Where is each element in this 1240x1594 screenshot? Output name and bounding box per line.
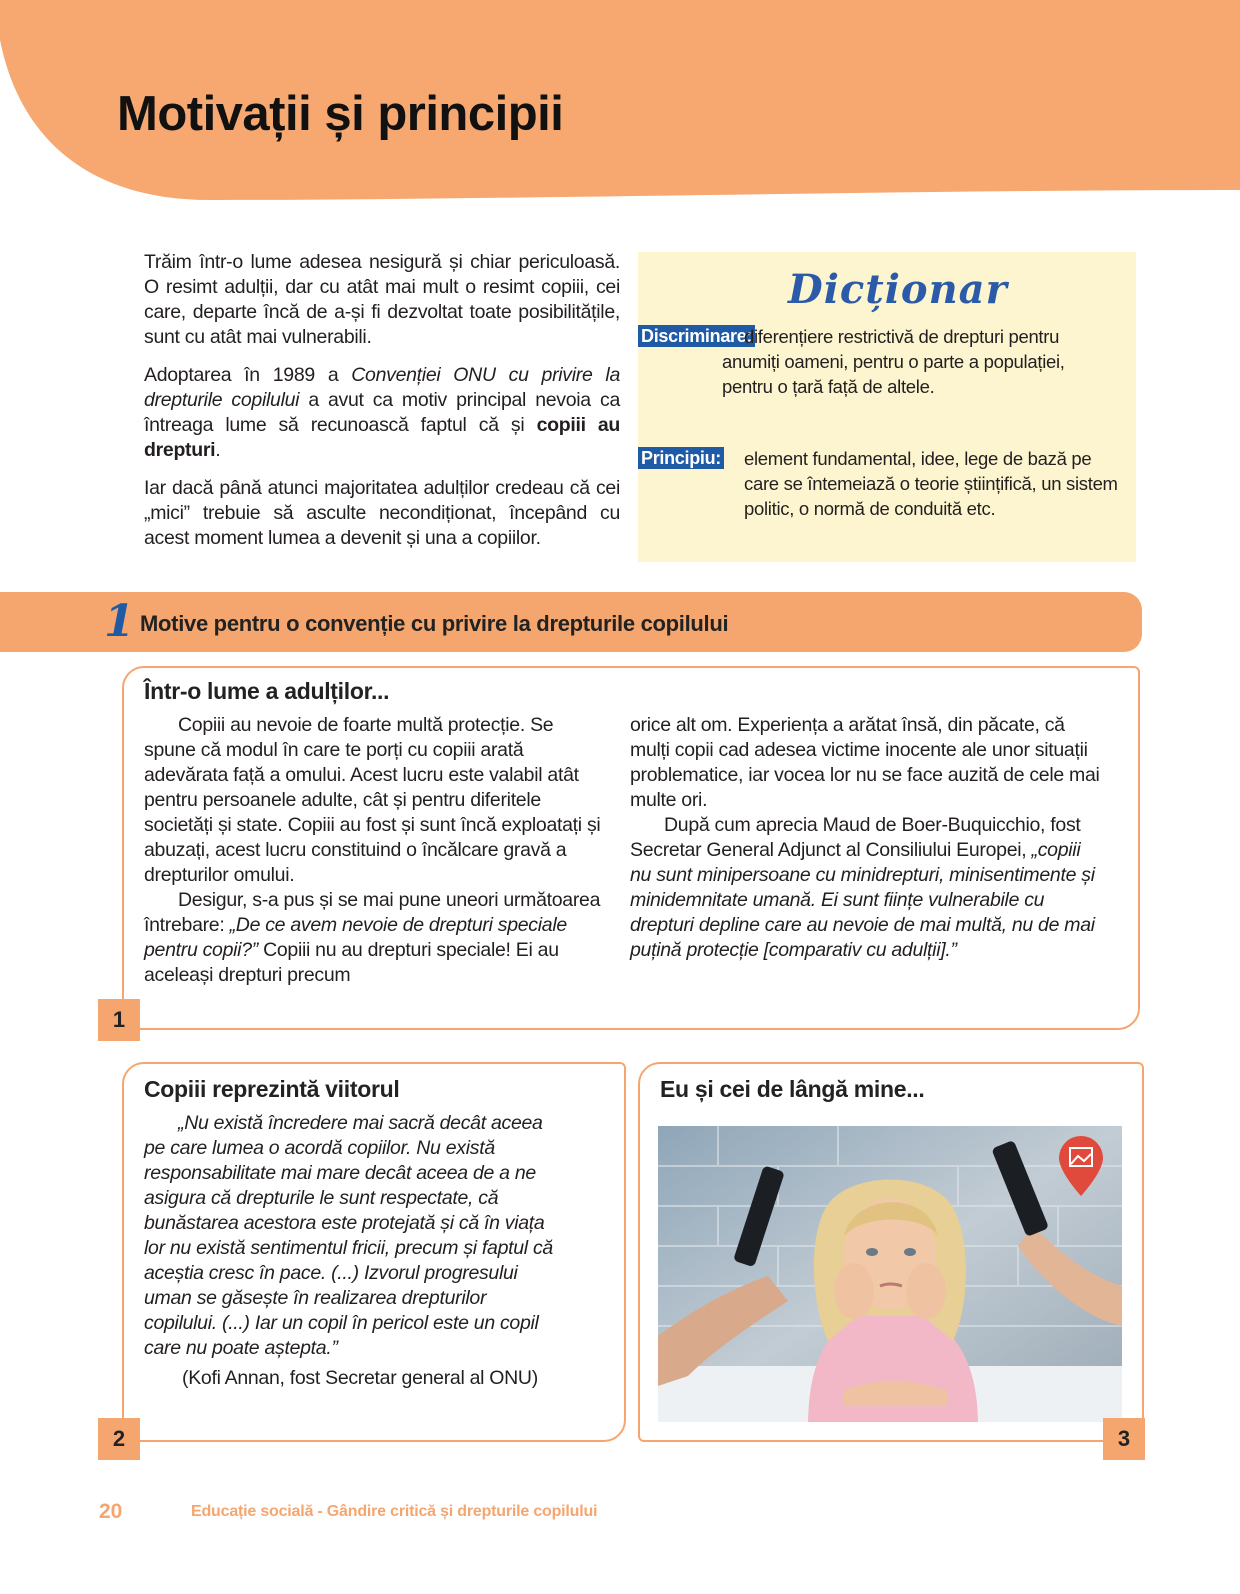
footer-book-title: Educație socială - Gândire critică și drepturile copilului <box>191 1503 598 1520</box>
source-tag-1: 1 <box>98 999 140 1041</box>
dictionary-definition: element fundamental, idee, lege de bază pe care se întemeiază o teorie științifică, un sistem politic, o normă de conduită etc. <box>744 448 1118 519</box>
box1-paragraph-3: orice alt om. Experiența a arătat însă, din păcate, că mulți copii cad adesea victime inocente ale unor situații problematice, iar vocea lor nu se face auzită de cele mai multe ori. <box>630 714 1100 811</box>
section-number: 1 <box>104 596 135 647</box>
source-tag-3: 3 <box>1103 1418 1145 1460</box>
box-heading: Copiii reprezintă viitorul <box>144 1076 400 1102</box>
quote-text: „Nu există încredere mai sacră decât aceea pe care lumea o acordă copiilor. Nu există responsabilitate mai mare decât aceea de a ne asigura că drepturile le sunt respectate, că bunăstarea acestora este protejată și că în viața lor nu există sentimentul fricii, precum și faptul că aceștia cresc în pace. (...) Izvorul progresului uman se găsește în realizarea drepturilor copilului. (...) Iar un copil în pericol este un copil care nu poate aștepta.” <box>144 1112 553 1359</box>
section-title: Motive pentru o convenție cu privire la drepturile copilului <box>140 611 729 636</box>
dictionary-title: Dicționar <box>788 266 1008 313</box>
box1-paragraph-4: După cum aprecia Maud de Boer-Buquicchio, fost Secretar General Adjunct al Consiliului Europei, „copiii nu sunt minipersoane cu minidrepturi, minisentimente și minidemnitate umană. Ei sunt ființe vulnerabile cu drepturi depline care au nevoie de mai multă, nu de mai puțină protecție [comparativ cu adulții].” <box>630 814 1095 961</box>
dictionary-definition: diferențiere restrictivă de drepturi pentru anumiți oameni, pentru o parte a populației, pentru o țară față de altele. <box>722 326 1065 397</box>
box1-column-1 <box>144 713 606 988</box>
box-heading: Într-o lume a adulților... <box>144 678 390 704</box>
intro-text <box>144 250 620 564</box>
box1-column-2 <box>630 713 1106 963</box>
quote-attribution: (Kofi Annan, fost Secretar general al ONU) <box>182 1367 538 1389</box>
intro-paragraph-1: Trăim într-o lume adesea nesigură și chiar periculoasă. O resimt adulții, dar cu atât mai mult o resimt copiii, cei care, departe încă de a-și fi dezvoltat toate posibilitățile, sunt cu atât mai vulnerabili. <box>144 251 620 348</box>
intro-paragraph-2: Adoptarea în 1989 a Convenției ONU cu privire la drepturile copilului a avut ca motiv principal nevoia ca întreaga lume să recunoască faptul că și copiii au drepturi. <box>144 364 621 461</box>
page-number: 20 <box>99 1500 123 1523</box>
dictionary-term: Discriminare: <box>638 325 755 347</box>
page-title: Motivații și principii <box>117 87 564 141</box>
dictionary-entry <box>638 448 724 469</box>
dictionary-term: Principiu: <box>638 447 724 469</box>
source-box-1 <box>122 666 1140 1030</box>
box1-paragraph-1: Copiii au nevoie de foarte multă protecție. Se spune că modul în care te porți cu copiii arată adevărata față a omului. Acest lucru este valabil atât pentru persoanele adulte, cât și pentru diferitele societăți și state. Copiii au fost și sunt încă exploatați și abuzați, acest lucru constituind o încălcare gravă a drepturilor omului. <box>144 714 601 886</box>
source-tag-2: 2 <box>98 1418 140 1460</box>
box-heading: Eu și cei de lângă mine... <box>660 1076 925 1102</box>
intro-paragraph-3: Iar dacă până atunci majoritatea adulților credeau că cei „mici” trebuie să asculte necondiționat, începând cu acest moment lumea a devenit și una a copiilor. <box>144 477 620 549</box>
source-box-3 <box>638 1062 1144 1442</box>
source-box-2 <box>122 1062 626 1442</box>
child-with-phones-photo <box>658 1126 1122 1422</box>
dictionary-box <box>638 252 1136 562</box>
box1-paragraph-2: Desigur, s-a pus și se mai pune uneori următoarea întrebare: „De ce avem nevoie de drepturi speciale pentru copii?” Copiii nu au drepturi speciale! Ei au aceleași drepturi precum <box>144 889 601 986</box>
